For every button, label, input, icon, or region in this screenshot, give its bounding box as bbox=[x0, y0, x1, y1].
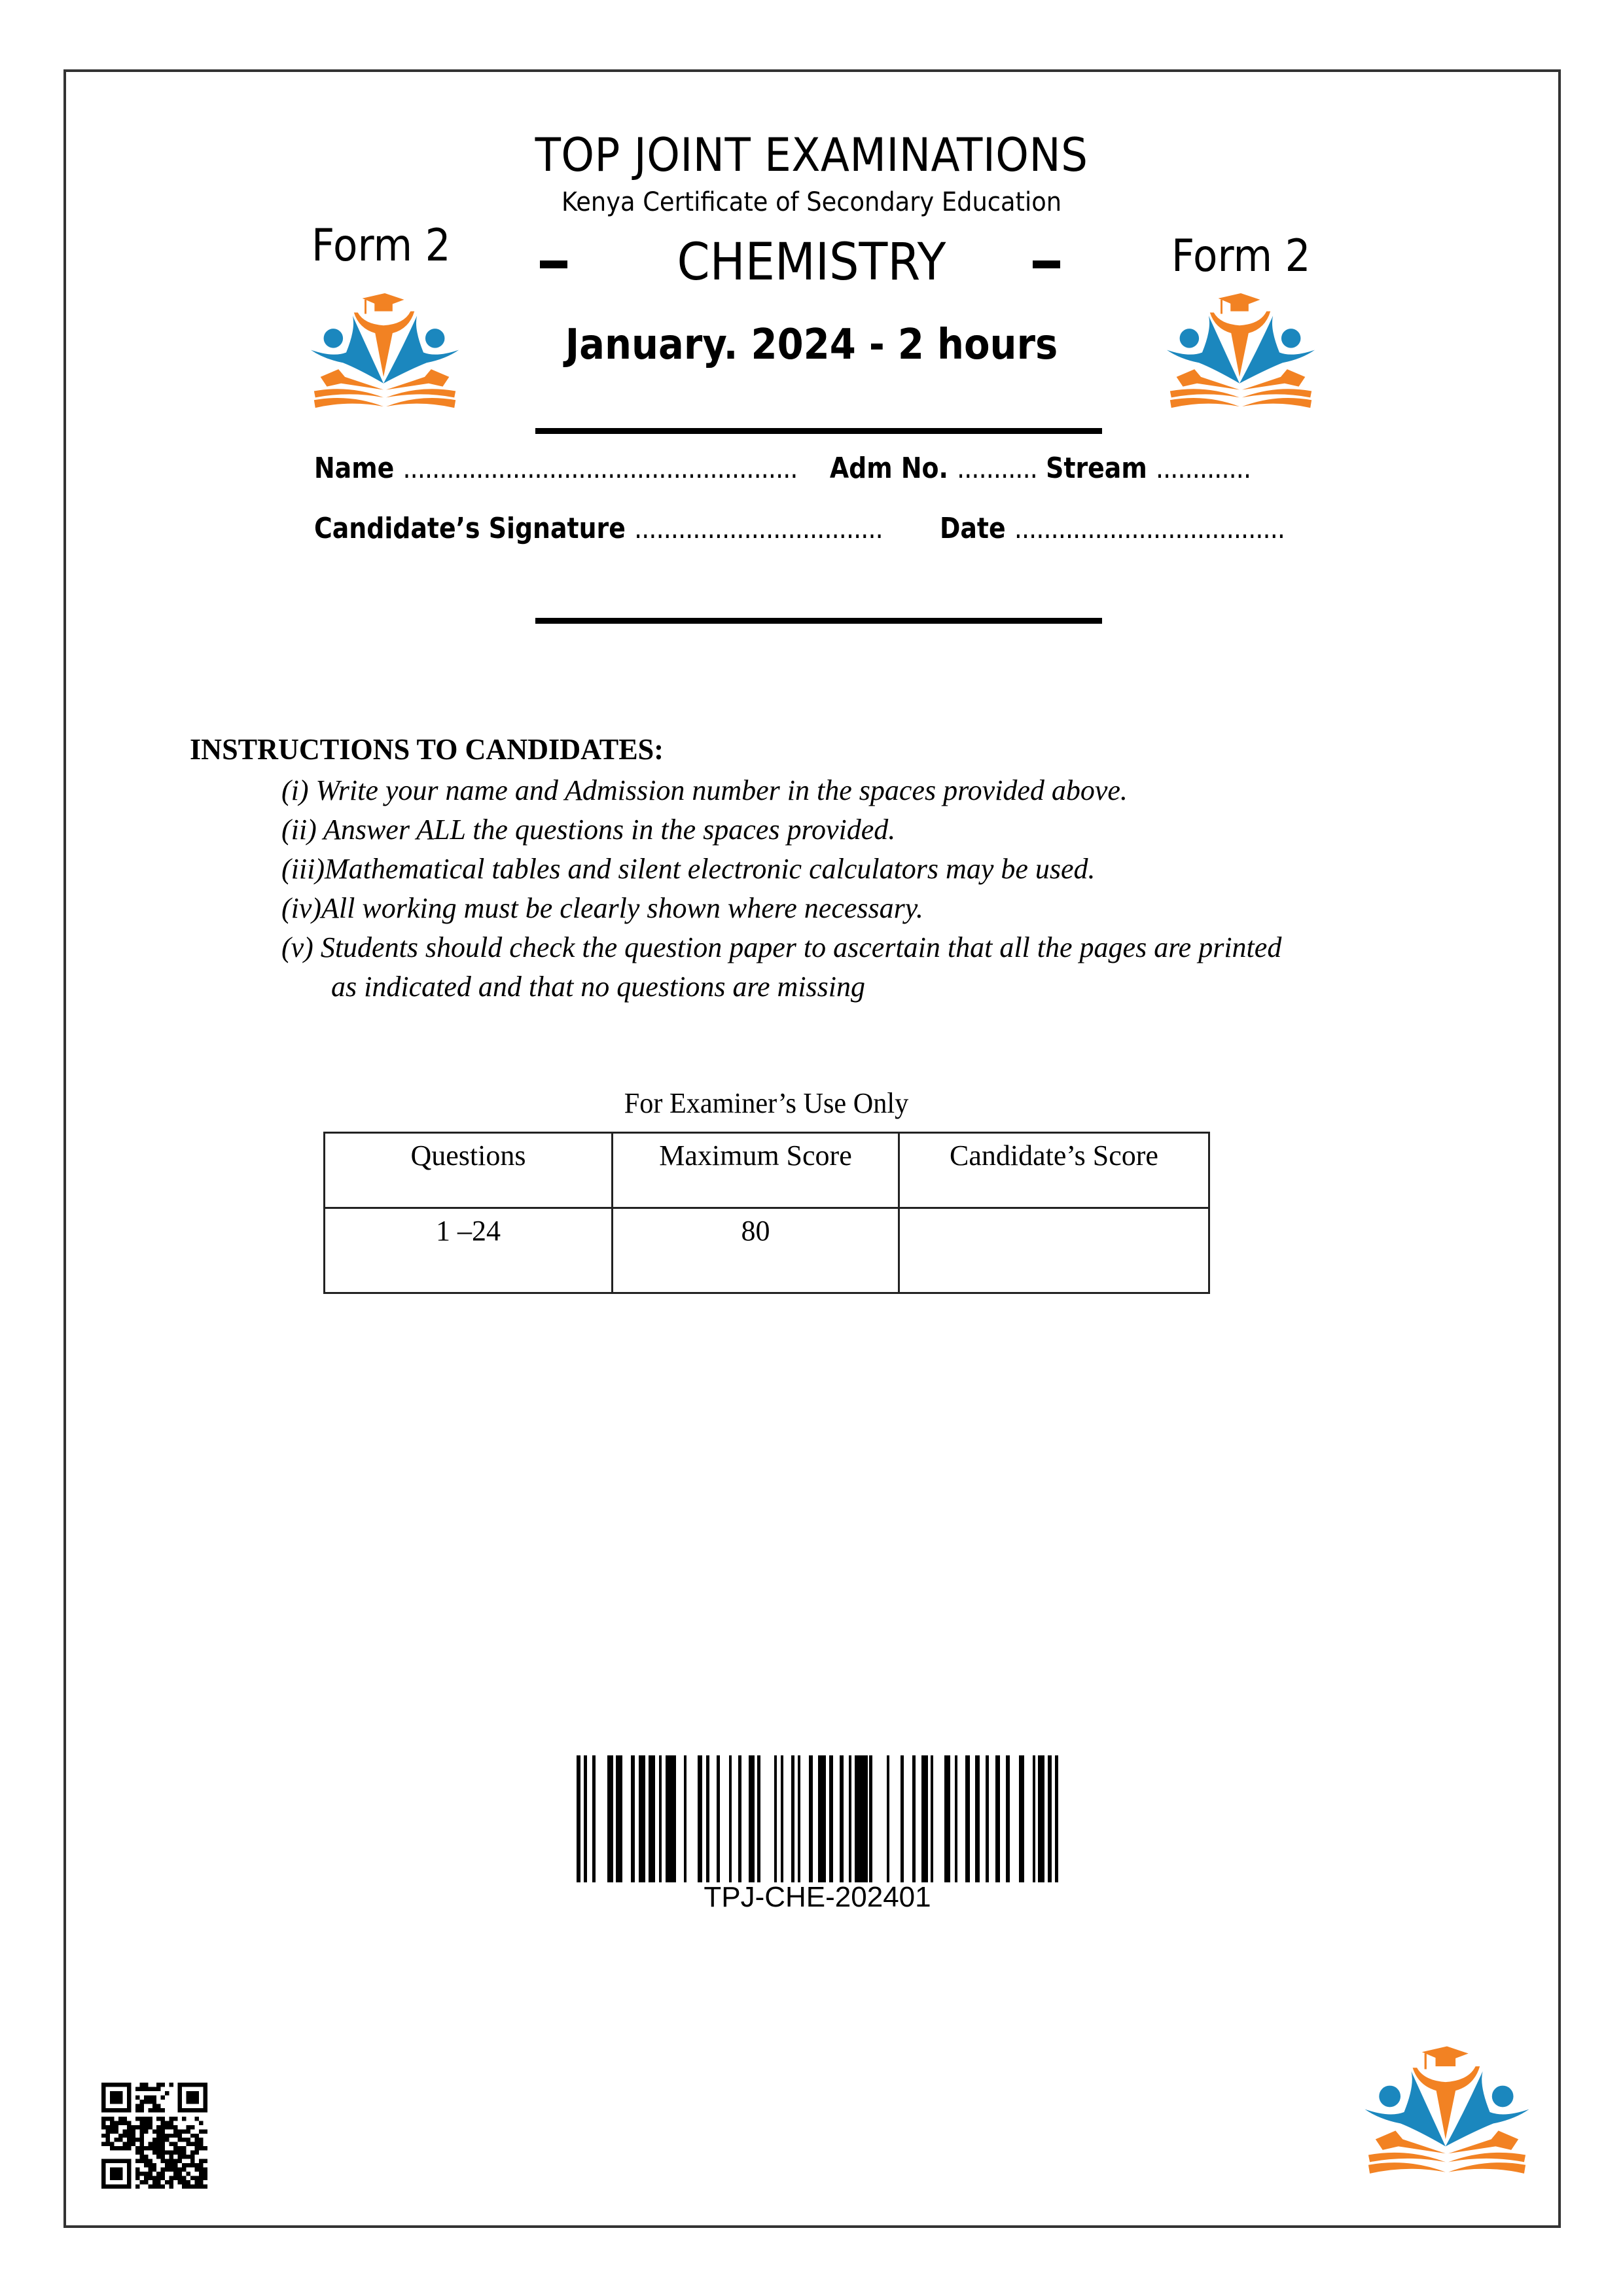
stream-field[interactable]: ............. bbox=[1155, 452, 1251, 485]
header-candidate-score: Candidate’s Score bbox=[899, 1133, 1209, 1208]
barcode-bar bbox=[1019, 1755, 1024, 1882]
table-header-row bbox=[325, 1133, 1209, 1208]
name-label: Name bbox=[314, 452, 395, 485]
cell-maximum-score: 80 bbox=[613, 1208, 899, 1293]
instruction-item: (iv)All working must be clearly shown where necessary. bbox=[281, 892, 923, 924]
barcode-bar bbox=[869, 1755, 872, 1882]
barcode-bar bbox=[717, 1755, 720, 1882]
graduate-book-logo-icon bbox=[308, 293, 462, 412]
barcode-bar bbox=[944, 1755, 950, 1882]
candidate-fields-row-1 bbox=[314, 452, 1251, 485]
instruction-item: (iii)Mathematical tables and silent electronic calculators may be used. bbox=[281, 853, 1096, 885]
barcode-bar bbox=[955, 1755, 957, 1882]
signature-field[interactable]: .................................. bbox=[634, 512, 883, 545]
barcode-bar bbox=[1033, 1755, 1035, 1882]
stream-label: Stream bbox=[1046, 452, 1147, 485]
barcode-bar bbox=[774, 1755, 777, 1882]
divider-rule bbox=[535, 618, 1102, 624]
exam-session: January. 2024 - 2 hours bbox=[565, 321, 1058, 369]
barcode-bar bbox=[798, 1755, 800, 1882]
barcode-bar bbox=[840, 1755, 844, 1882]
barcode-bar bbox=[584, 1755, 587, 1882]
name-field[interactable]: ...................................................... bbox=[402, 452, 798, 485]
subject-title: CHEMISTRY bbox=[677, 233, 946, 292]
barcode-bar bbox=[986, 1755, 989, 1882]
adm-no-field[interactable]: ........... bbox=[957, 452, 1037, 485]
barcode-bar bbox=[931, 1755, 933, 1882]
barcode-bar bbox=[684, 1755, 687, 1882]
barcode-bar bbox=[729, 1755, 732, 1882]
barcode-bar bbox=[649, 1755, 655, 1882]
barcode-bar bbox=[639, 1755, 645, 1882]
header-questions: Questions bbox=[325, 1133, 613, 1208]
barcode-bar bbox=[809, 1755, 813, 1882]
barcode-bar bbox=[749, 1755, 755, 1882]
date-field[interactable]: ..................................... bbox=[1014, 512, 1285, 545]
cell-questions: 1 –24 bbox=[325, 1208, 613, 1293]
barcode-bar bbox=[887, 1755, 889, 1882]
barcode-bar bbox=[631, 1755, 635, 1882]
barcode-bar bbox=[818, 1755, 826, 1882]
qr-code-icon bbox=[101, 2081, 207, 2190]
barcode-bar bbox=[921, 1755, 928, 1882]
graduate-book-logo-icon bbox=[1361, 2045, 1533, 2179]
score-table bbox=[323, 1132, 1210, 1294]
barcode-bar bbox=[706, 1755, 709, 1882]
instruction-item: (i) Write your name and Admission number in the spaces provided above. bbox=[281, 774, 1128, 806]
barcode-bar bbox=[738, 1755, 741, 1882]
date-label: Date bbox=[939, 512, 1006, 545]
barcode-bar bbox=[965, 1755, 970, 1882]
graduate-book-logo-icon bbox=[1164, 293, 1318, 412]
barcode-bar bbox=[849, 1755, 851, 1882]
barcode-bar bbox=[1006, 1755, 1010, 1882]
barcode-bar bbox=[901, 1755, 904, 1882]
barcode-bar bbox=[698, 1755, 702, 1882]
org-subtitle: Kenya Certificate of Secondary Education bbox=[561, 187, 1062, 217]
barcode-bar bbox=[975, 1755, 980, 1882]
org-title: TOP JOINT EXAMINATIONS bbox=[535, 128, 1088, 182]
score-table-caption: For Examiner’s Use Only bbox=[624, 1087, 909, 1119]
barcode-bar bbox=[1048, 1755, 1052, 1882]
barcode-bar bbox=[912, 1755, 916, 1882]
candidate-fields-row-2 bbox=[314, 512, 1285, 545]
barcode-bar bbox=[616, 1755, 622, 1882]
instructions-title: INSTRUCTIONS TO CANDIDATES: bbox=[190, 732, 664, 766]
barcode-bar bbox=[607, 1755, 613, 1882]
cell-candidate-score[interactable] bbox=[899, 1208, 1209, 1293]
barcode-label: TPJ-CHE-202401 bbox=[704, 1881, 931, 1913]
barcode-bar bbox=[829, 1755, 833, 1882]
adm-no-label: Adm No. bbox=[829, 452, 948, 485]
barcode-bar bbox=[855, 1755, 868, 1882]
header-maximum-score: Maximum Score bbox=[613, 1133, 899, 1208]
signature-label: Candidate’s Signature bbox=[314, 512, 626, 545]
barcode-bar bbox=[757, 1755, 760, 1882]
barcode-bar bbox=[666, 1755, 676, 1882]
form-label-right: Form 2 bbox=[1171, 230, 1311, 282]
barcode-bar bbox=[1038, 1755, 1044, 1882]
divider-rule bbox=[535, 428, 1102, 434]
barcode bbox=[577, 1755, 1058, 1882]
table-row bbox=[325, 1208, 1209, 1293]
barcode-bar bbox=[1055, 1755, 1058, 1882]
instruction-item: (v) Students should check the question paper to ascertain that all the pages are printed bbox=[281, 931, 1282, 963]
barcode-bar bbox=[791, 1755, 794, 1882]
instruction-item-continuation: as indicated and that no questions are missing bbox=[331, 971, 866, 1003]
barcode-bar bbox=[577, 1755, 580, 1882]
barcode-bar bbox=[995, 1755, 1000, 1882]
instruction-item: (ii) Answer ALL the questions in the spaces provided. bbox=[281, 814, 896, 846]
barcode-bar bbox=[659, 1755, 662, 1882]
form-label-left: Form 2 bbox=[312, 220, 451, 272]
barcode-bar bbox=[592, 1755, 596, 1882]
instructions-list bbox=[281, 771, 1281, 1007]
barcode-bar bbox=[781, 1755, 783, 1882]
